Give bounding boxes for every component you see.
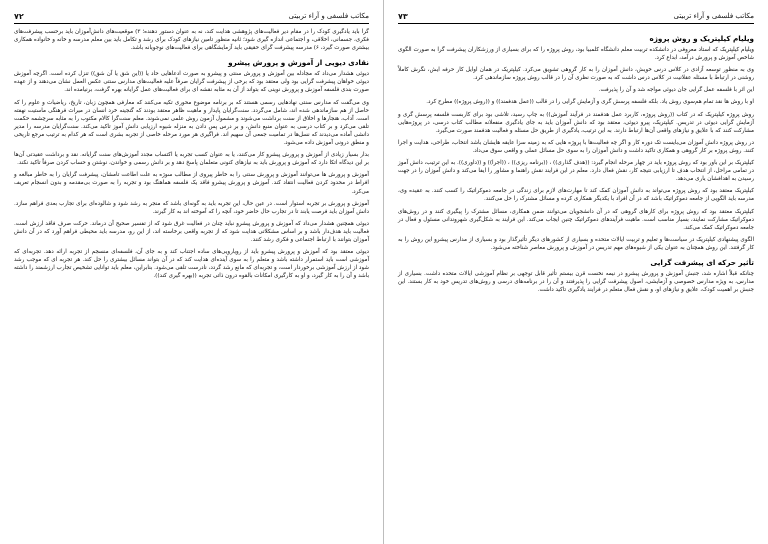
- section-heading: نقادی دیویی از آموزش و پرورش پیشرو: [228, 58, 369, 68]
- page-number: ۷۲: [14, 11, 24, 21]
- paragraph: در روش پروژه دانش آموزان می‌بایست تک دوره کار و اگر چه فعالیت‌ها با پروژه هایی که به زمینه سزا عایقه هایشان باشد انتخاب، طراحی، هدایت و اجرا کنند. روش پروژه بر کار گروهی و همکاری تاکید داشت و دانش آموزان را به سوی حل مسائل عملی و واقعی سوق می‌داد.: [398, 139, 754, 154]
- paragraph: کیلپتریک بر این باور بود که روش پروژه باید در چهار مرحله انجام گیرد: ((هدف گذاری)) ، ((برنامه ریزی)) ، ((اجرا)) و ((داوری)). به این ترتیب، دانش آموز در تمامی مراحل، از انتخاب هدف تا ارزیابی نتیجه کار، نقش فعال دارد. معلم در این فرایند نقش راهنما و مشاور را ایفا می‌کند و دانش آموزان را در جهت رسیدن به اهدافشان یاری می‌دهد.: [398, 160, 754, 183]
- page-number: ۷۳: [398, 11, 408, 21]
- section-heading: ویلیام کیلپتریک و روش پروژه: [649, 34, 754, 43]
- right-page: [384, 0, 768, 544]
- paragraph: آموزش و پرورش ها می‌توانند آموزش و پرورش سنتی را به خاطر پیروی از مطالب سوژه به علت اطاعت تامشان، پیشرفت گرایان را به خاطر مبالغه و افراط در محدود کردن فعالیت انتقاد کند. آموزش و پرورش پیشرو فاقد یک فلسفه هماهنگ بود و تجربه را به صورت بی‌مقدمه و بدون انسجام تعریف می‌کرد.: [14, 172, 369, 195]
- paragraph: او با روش ها نقد تمام هم‌سوی روش یاد. بلکه فلسفه پرسش گری و آزمایش گرایی را در قالب ((عمل هدفمند)) و ((روش پروژه)) مطرح کرد.: [426, 99, 754, 106]
- section-heading: تأثیر حرکه ای پیشرفت گرایی: [650, 257, 754, 267]
- paragraph: ویلیام کیلپتریک که استاد معروفی در دانشکده تربیت معلم دانشگاه کلمبیا بود، روش پروژه را که برای بسیاری از ورزشکاران پیشرفت گرا به صورت الگوی شاخص آموزش و پرورش درآمد، ابداع کرد.: [398, 47, 754, 62]
- running-head-title: مکاتب فلسفی و آراء تربیتی: [673, 12, 754, 20]
- paragraph: وی می‌گفت که مدارس سنتی نهادهایی رسمی هستند که بر برنامه موضوع محوری تکیه می‌کنند که معارفی همچون زبان، تاریخ، ریاضیات و علوم را که حاصل از هم سازماندهی شده اند، شامل می‌گردد. سنت‌گرایان پایدار و ماهیت ظاهر معتقد بودند که گنجینه خرد انسان در میراث فرهنگی ماستیت نهفته است. آداب، هنجارها و اخلاق از سنت برداشت می‌شوند و مشمول آزمون روش علمی نمی‌شوند. معلم سنت‌گرا کالام مکتوب را به مثابه سرچشمه حکمت تلقی می‌کرد و بر کتاب درسی به عنوان منبع دانش، و بر درس پس دادن به منزله شیوه ارزیابی دانش آموز تاکید می‌کند. سنت‌گرایان مدرسه را مدیر دانشی آماده می‌دیدند که نسل‌ها در تمامیت جمعی آن سهیم اند. فراگیری هر مورد مرحله خاصی از تجربه بشری است که هر کدام به ترتیب مرجع تاریخی و منطق درونی آموزش داده می‌شود.: [14, 99, 369, 147]
- left-page-content: [14, 28, 369, 280]
- left-running-head: [14, 9, 369, 24]
- paragraph: آموزش و پرورش بر تجربه استوار است. در عین حال، این تجربه باید به گونه‌ای باشد که منجر به رشد شود و شالوده‌ای برای تجارب بعدی فراهم سازد. دانش آموزان باید فرصت یابند تا در تجارب حال حاضر خود، آنچه را که آموخته اند به کار گیرند.: [14, 200, 369, 215]
- running-head-title: مکاتب فلسفی و آراء تربیتی: [288, 12, 369, 20]
- paragraph: دیوئی همچنین هشدار می‌داد که آموزش و پرورش پیشرو نباید چنان در فعالیت غرق شود که از تفسیر صحیح آن درماند. حرکت صرف فاقد ارزش است. فعالیت باید هدف‌دار باشد و بر اساس مشکلاتی هدایت شود که از تجربه واقعی برخاسته اند، از این رو، مدرسه باید محیطی فراهم آورد که در آن دانش آموزان بتوانند با ارتباط اجتماعی و فکری رشد کنند.: [14, 220, 369, 243]
- paragraph: چنانکه قبلاً اشاره شد، جنبش آموزش و پرورش پیشرو در نیمه نخست قرن بیستم تأثیر قابل توجهی بر نظام آموزشی ایالات متحده داشت. بسیاری از مدارس، به ویژه مدارس خصوصی و آزمایشی، اصول پیشرفت گرایی را پذیرفتند و آن را در برنامه‌های درسی و روش‌های تدریس خود به کار بستند. این جنبش بر اهمیت کودک، علایق و نیازهای او، و نقش فعال متعلم در فرایند یادگیری تاکید داشت.: [398, 270, 754, 294]
- right-running-head: [398, 9, 754, 24]
- paragraph: کیلپتریک معتقد بود که روش پروژه برای کارهای گروهی که در آن دانشجویان می‌توانند ضمن همکاری، مسائل مشترک را پیگیری کنند و در روش‌های دموکراتیک مشارکت نمایند، بسیار مناسب است. ماهیت فرآیندهای دموکراتیک چنین ایجاب می‌کند. این فرایند به شکل‌گیری شهروندانی مسئول و فعال در جامعه دموکراتیک کمک می‌کند.: [398, 208, 754, 231]
- paragraph: این اثر با فلسفه عمل گرایی جان دیوئی مواجه شد و آن را پذیرفت.: [598, 87, 754, 94]
- paragraph: روش پروژه کیلپتریک که در کتاب ((روش پروژه، کاربرد عمل هدفمند در فرآیند آموزش)) به چاپ رسید، تلاشی بود برای کاربست فلسفه پرسش گری و آزمایش گرایی دیوئی در تدریس. کیلپتریک، پیرو دیوئی، معتقد بود که دانش آموزان باید به جای یادگیری منفعلانه مطالب کتاب درسی، در پروژه‌هایی مشارکت کنند که با علایق و نیازهای واقعی آن‌ها ارتباط دارند. به این ترتیب، یادگیری از طریق حل مسئله و فعالیت هدفمند صورت می‌گیرد.: [398, 111, 754, 134]
- paragraph: دیوئی معتقد بود که آموزش و پرورش پیشرو باید از رویارویی‌های ساده اجتناب کند و به جای آن، فلسفه‌ای منسجم از تجربه ارائه دهد. تجربه‌ای که آموزشی است باید استمرار داشته باشد و متعلم را به سوی آینده‌ای هدایت کند که در آن بتواند مسائل بیشتری را حل کند. هر تجربه ای که موجب رشد شود از ارزش آموزشی برخوردار است، و تجربه‌ای که مانع رشد گردد، نادرست تلقی می‌شود. بنابراین، معلم باید توانایی تشخیص تجارب ارزشمند را داشته باشد و آن را به کار گیرد، و او به کارگیری امکانات بالقوه درون ذاتی تجربه ((بهره گیری کند)).: [14, 249, 369, 280]
- right-page-content: [398, 34, 754, 294]
- paragraph: بدار بسیار زیادی از آموزش و پرورش پیشرو کار می‌کنند، یا به عنوان کسب تجربه یا اکتساب مجدد آموزش‌های سنت گرایانه. نقد و برداشت عقیدتی آن‌ها بر این دیدگاه اتکا دارد که آموزش و پرورش باید به نیازهای کنونی متعلمان پاسخ دهد و بر دانش رسمی و خواندن، نوشتن و حساب کردن صرفاً تاکید نکند.: [14, 152, 369, 167]
- paragraph: الگوی پیشنهادی کیلپتریک در سیاست‌ها و تعلیم و تربیت ایالات متحده و بسیاری از کشورهای دیگر تأثیرگذار بود و بسیاری از مدارس پیشرو این روش را به کار گرفتند. این روش همچنان به عنوان یکی از شیوه‌های مهم تدریس در آموزش و پرورش معاصر شناخته می‌شود.: [398, 236, 754, 251]
- paragraph: گرا باید یادگیری کودک را در مقام دیر فعالیت‌های پژوهشی هدایت کند، نه به عنوان دستور دهنده؛ ۳) موقعیت‌های دانش‌آموزان باید برحسب پیشرفت‌های فکری، جسمانی، اخلاقی، و اجتماعی اندازه گیری شود؛ ثانیه منظور تامین نیازهای کودک برای رشد و تکامل باید بین معلم مدرسه و خانه و خانواده همکاری بیشتری صورت گیرد، ۶) مدرسه پیشرفت گرای حقیقی باید آزمایشگاهی برای فعالیت‌های نوجویانه باشد.: [14, 29, 369, 52]
- paragraph: کیلپتریک معتقد بود که روش پروژه می‌تواند به دانش آموزان کمک کند تا مهارت‌های لازم برای زندگی در جامعه دموکراتیک را کسب کنند. به عقیده وی، مدرسه باید الگویی از جامعه دموکراتیک باشد که در آن افراد با یکدیگر همکاری کرده و مسائل مشترک را حل می‌کنند.: [398, 188, 754, 203]
- paragraph: وی به منظور توسعه آزادی در کلاس درس خویش، دانش آموزان را به کار گروهی تشویق می‌کرد. کیلپتریک در همان اوایل کار حرفه ایش، نگرش کاملاً روشنی در ارتباط با مسئله عقلانیت در کلاس درس داشت که به صورت نظری آن را در قالب روش پروژه سازماندهی کرد.: [398, 67, 754, 82]
- paragraph: دیوئی هشدار می‌داد که مجادله بین آموزش و پرورش سنتی و پیشرو به صورت ادعاهایی حاد یا ((این شق یا آن شق)) تنزل کرده است. اگرچه آموزش دیوئی خواهان پیشرفت گرایی بود ولی معتقد بود که برخی از پیشرفت گرایان صرفاً علیه فعالیت‌های مدارس سنتی عکس العمل نشان می‌دهند و از عهده صورت بندی فلسفه آموزش و پرورش نوینی که بتواند از آن به مثابه نقشه ای برای فعالیت‌های عمل گرایانه بهره گرفت، برنیامده اند.: [14, 71, 369, 94]
